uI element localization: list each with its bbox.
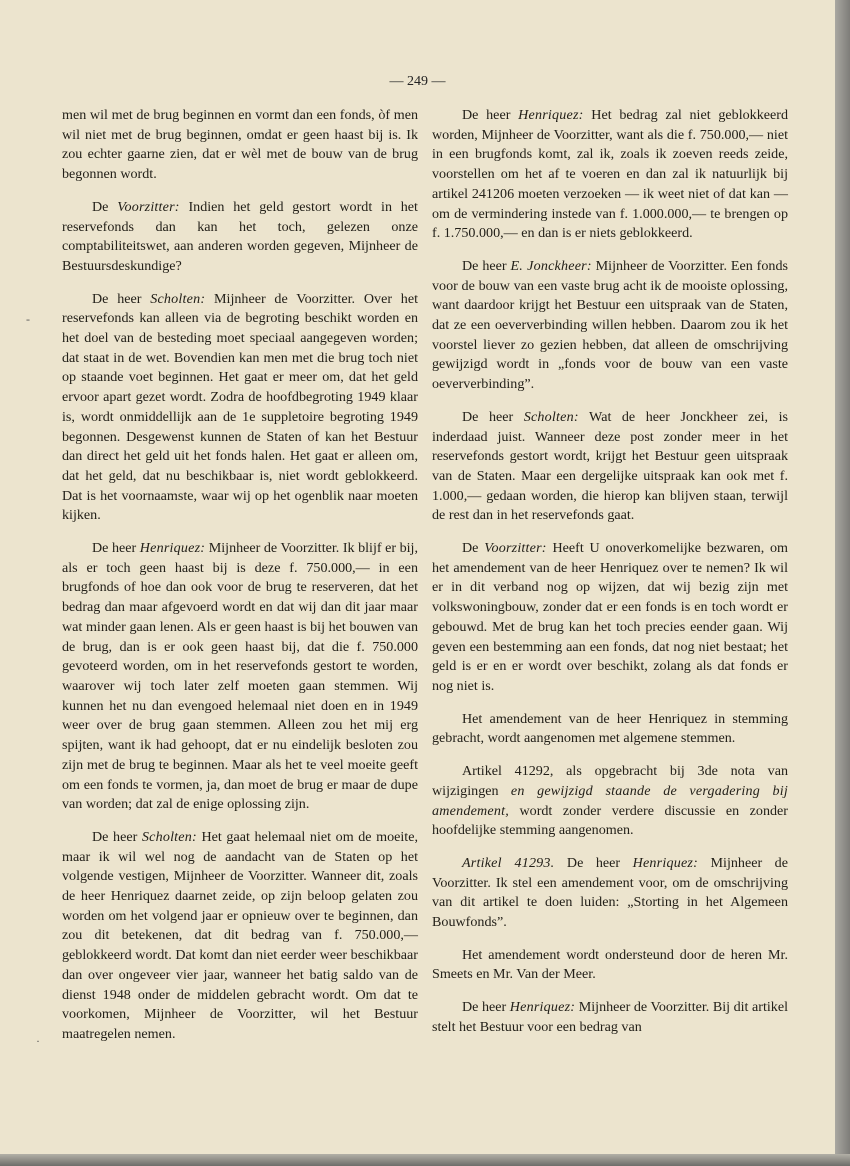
article-heading: Artikel 41293. (462, 854, 555, 871)
paragraph-lead: De heer (92, 290, 142, 307)
paragraph-text: Mijnheer de Voorzitter. Een fonds voor de bouw van een vaste brug acht ik de mooiste oplossing, want daardoor krijgt het Bestuur een uitspraak van de Staten, dat ze een oeververbinding willen hebben. Daarom zou ik het voorstel liever zo gezien hebben, dat alleen de omschrijving gewijzigd wordt in „fonds voor de bouw van een vaste oeververbinding”. (432, 257, 789, 393)
paragraph (432, 106, 788, 244)
paragraph (432, 539, 788, 697)
speaker-name: Voorzitter: (484, 540, 547, 557)
paragraph-lead: De (462, 540, 479, 557)
speaker-name: Voorzitter: (117, 198, 180, 215)
paragraph-text: Het gaat helemaal niet om de moeite, maar ik wil wel nog de aandacht van de Staten op het volgende vestigen, Mijnheer de Voorzitter. Wanneer dit, zoals de heer Henriquez daarnet zeide, op zijn beloop gelaten zou worden om het volgend jaar er opnieuw over te beginnen, dan zou dit betekenen, dat dit bedrag van f. 750.000,— geblokkeerd wordt. Dat komt dan niet eerder weer beschikbaar dan over ongeveer vier jaar, wanneer het batig saldo van de dienst 1948 onder de middelen gebracht wordt. Om dat te voorkomen, Mijnheer de Voorzitter, wil het Bestuur maatregelen nemen. (62, 828, 419, 1042)
paragraph (62, 828, 418, 1045)
paragraph-lead: De heer (462, 999, 507, 1016)
paragraph-text: Wat de heer Jonckheer zei, is inderdaad juist. Wanneer deze post zonder meer in het reservefonds gestort wordt, krijgt het Bestuur geen uitspraak van de Staten. Maar een dergelijke uitspraak kan ook met f. 1.000,— gedaan worden, die hierop kan blijven staan, terwijl de rest dan in het reservefonds gaat. (432, 408, 788, 524)
paragraph-text: wordt zonder verdere discussie en zonder hoofdelijke stemming aangenomen. (432, 802, 788, 839)
speaker-name: Henriquez: (139, 540, 206, 557)
paragraph (432, 257, 788, 395)
margin-mark: - (26, 312, 30, 326)
paragraph-text: Mijnheer de Voorzitter. Bij dit artikel stelt het Bestuur voor een bedrag van (432, 999, 788, 1035)
scan-edge-right (835, 0, 850, 1166)
paragraph (432, 762, 788, 841)
paragraph: Het amendement wordt ondersteund door de heren Mr. Smeets en Mr. Van der Meer. (432, 946, 788, 983)
speaker-name: Scholten: (150, 290, 206, 307)
italic-text: en gewijzigd staande de vergadering bij amendement, (432, 782, 788, 819)
speaker-name: Henriquez: (518, 107, 584, 123)
paragraph-lead: De heer (92, 828, 138, 845)
speaker-name: Henriquez: (632, 854, 699, 871)
paragraph-text: Heeft U onoverkomelijke bezwaren, om het amendement van de heer Henriquez over te nemen? Ik wil er in dit verband nog op wijzen, dat wij bezig zijn met volkswoningbouw, zonder dat er een fonds is en toch wordt er gebouwd. Met de brug kan het toch precies eender gaan. Wij geven een bestemming aan een fonds, dat nog niet bestaat; het geld is er en er wordt over beschikt, zolang als dat fonds er nog niet is. (432, 540, 788, 694)
paragraph: Het amendement van de heer Henriquez in stemming gebracht, wordt aangenomen met algemene stemmen. (432, 710, 788, 747)
paragraph-lead: De heer (462, 408, 514, 425)
left-column (62, 106, 418, 1058)
paragraph-lead: De heer (566, 854, 621, 871)
margin-mark: · (36, 1034, 40, 1048)
scan-edge-bottom (0, 1154, 850, 1166)
paragraph (62, 290, 418, 526)
speaker-name: Scholten: (523, 408, 579, 425)
right-column (432, 106, 788, 1051)
paragraph-text: Artikel 41292, als opgebracht bij 3de nota van wijzigingen (432, 763, 788, 799)
paragraph: men wil met de brug beginnen en vormt dan een fonds, òf men wil niet met de brug beginnen, omdat er geen haast bij is. Ik zou echter gaarne zien, dat er wèl met de bouw van de brug begonnen wordt. (62, 107, 418, 183)
paragraph-lead: De heer (462, 107, 511, 123)
paragraph-text: Mijnheer de Voorzitter. Ik stel een amendement voor, om de omschrijving van dit artikel te doen luiden: „Storting in het Algemeen Bouwfonds”. (432, 854, 788, 931)
paragraph (432, 998, 788, 1037)
paragraph-text: Het bedrag zal niet geblokkeerd worden, Mijnheer de Voorzitter, want als die f. 750.000,— niet in een brugfonds komt, zal ik, zoals ik zoeven reeds zeide, voorstellen om het af te voeren en dan zal ik natuurlijk bij artikel 241206 moeten verzoeken — ik weet niet of dat kan — om de vermindering instede van f. 1.000.000,— te brengen op f. 1.750.000,— en dan is er niets geblokkeerd. (432, 107, 789, 242)
speaker-name: E. Jonckheer: (510, 257, 592, 274)
paragraph-lead: De (92, 198, 109, 215)
speaker-name: Scholten: (141, 828, 197, 845)
paragraph (432, 408, 788, 526)
paragraph-text: Mijnheer de Voorzitter. Over het reservefonds kan alleen via de begroting beschikt worden en het doel van de besteding moet speciaal aangegeven worden; dat staat in de wet. Bovendien kan men met die brug toch niet op staande voet beginnen. Het gaat er meer om, dat het geld ervoor apart gezet wordt. Zodra de hoofdbegroting 1949 klaar is, wordt onmiddellijk aan de 1e suppletoire begroting 1949 begonnen. Desgewenst kunnen de Staten of kan het Bestuur dan direct het geld uit het fonds halen. Het gaat er alleen om, dat het geld, dat nu beschikbaar is, niet wordt geblokkeerd. Dat is het voornaamste, waar wij op het ogenblik naar moeten kijken. (62, 290, 418, 524)
paragraph-lead: De heer (92, 540, 137, 557)
speaker-name: Henriquez: (509, 999, 576, 1016)
paragraph (432, 854, 788, 933)
paragraph-lead: De heer (462, 257, 507, 274)
paragraph-text: Indien het geld gestort wordt in het reservefonds dan kan het toch, gelezen onze comptabiliteitswet, aan anderen worden gegeven, Mijnheer de Bestuursdeskundige? (62, 198, 418, 274)
paragraph-text: Mijnheer de Voorzitter. Ik blijf er bij, als er toch geen haast bij is deze f. 750.000,— in een brugfonds of hoe dan ook voor de brug te reserveren, dat het bedrag dan maar afgevoerd wordt en dat wij dan dit jaar maar wat minder gaan lenen. Als er geen haast is bij het bouwen van de brug, dan is er ook geen haast bij, dat die f. 750.000 gevoteerd worden, om in het reservefonds gestort te worden, waarover wij toch later zelf moeten gaan stemmen. Wij kunnen het nu dan evengoed helemaal niet doen en in 1949 weer over de brug gaan stemmen. Alleen zou het mij erg spijten, want ik had gehoopt, dat er nu eindelijk besloten zou zijn met de brug te beginnen. Maar als het te veel moeite geeft om een fonds te vormen, ja, dan moet de brug er maar de dupe van worden; dat zal de enige oplossing zijn. (62, 540, 418, 813)
page-number: — 249 — (389, 74, 446, 89)
paragraph (62, 198, 418, 277)
paragraph (62, 539, 418, 815)
